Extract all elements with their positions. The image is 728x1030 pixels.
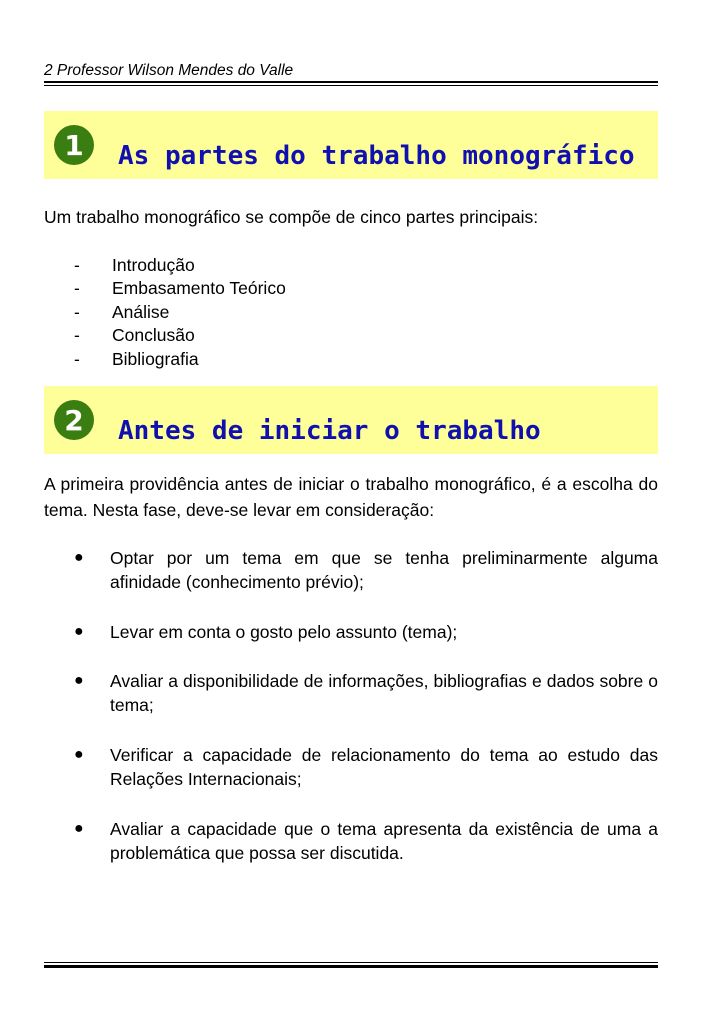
bullet-icon: ● — [74, 549, 84, 566]
bullet-icon: ● — [74, 746, 84, 763]
bullet-icon: ● — [74, 623, 84, 640]
list-item: ● Avaliar a capacidade que o tema apresenta da existência de uma a problemática que possa ser discutida. — [74, 819, 658, 863]
list-item: - Embasamento Teórico — [74, 278, 286, 299]
section-1-intro: Um trabalho monográfico se compõe de cinco partes principais: — [44, 207, 539, 227]
header-rule — [44, 81, 658, 86]
list-item: - Análise — [74, 301, 170, 322]
list-item: - Bibliografia — [74, 348, 199, 369]
section-1-title: As partes do trabalho monográfico — [118, 141, 635, 171]
section-2-title: Antes de iniciar o trabalho — [118, 416, 541, 446]
footer-rule — [44, 962, 658, 968]
section-2-intro: A primeira providência antes de iniciar o trabalho monográfico, é a escolha do tema. Nesta fase, deve-se levar em consideração: — [44, 474, 658, 520]
list-item: ● Verificar a capacidade de relacionamento do tema ao estudo das Relações Internacionais; — [74, 745, 658, 789]
number-2-icon: 2 — [54, 400, 94, 440]
page-header: 2 Professor Wilson Mendes do Valle — [44, 62, 294, 79]
section-2-banner — [44, 386, 658, 454]
list-item: - Introdução — [74, 255, 195, 275]
list-item: ● Avaliar a disponibilidade de informações, bibliografias e dados sobre o tema; — [74, 671, 658, 715]
parts-list — [74, 254, 286, 371]
section-1-banner — [44, 111, 658, 179]
list-item: - Conclusão — [74, 325, 195, 346]
list-item: ● Levar em conta o gosto pelo assunto (tema); — [74, 622, 458, 642]
list-item: ● Optar por um tema em que se tenha preliminarmente alguma afinidade (conhecimento prévio); — [74, 548, 658, 592]
number-1-icon: 1 — [54, 125, 94, 165]
bullet-icon: ● — [74, 820, 84, 837]
bullet-icon: ● — [74, 672, 84, 689]
